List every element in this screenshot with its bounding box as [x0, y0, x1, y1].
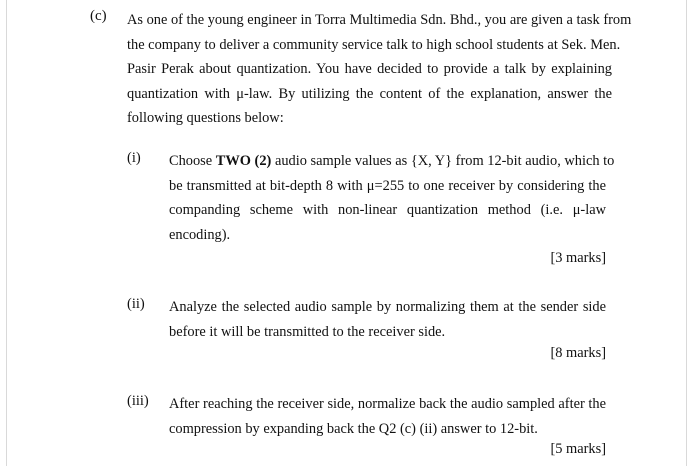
part-ii-line: before it will be transmitted to the receiver side. — [169, 323, 446, 340]
part-iii-text — [169, 392, 606, 441]
part-i-line: encoding). — [169, 226, 231, 243]
part-ii-label: (ii) — [127, 296, 145, 312]
question-line: following questions below: — [127, 110, 284, 127]
part-i-marks: [3 marks] — [550, 250, 606, 266]
part-ii-line: Analyze the selected audio sample by normalizing them at the sender side — [169, 299, 606, 315]
part-iii-line: compression by expanding back the Q2 (c) (ii) answer to 12-bit. — [169, 420, 538, 437]
part-i-line: Choose TWO (2) audio sample values as {X, Y} from 12-bit audio, which to — [169, 153, 615, 169]
question-label: (c) — [90, 8, 107, 24]
part-i-emphasis: TWO (2) — [215, 153, 272, 169]
part-i-label: (i) — [127, 150, 141, 166]
question-line: the company to deliver a community service talk to high school students at Sek. Men. — [127, 36, 621, 53]
question-intro — [127, 8, 632, 131]
part-iii-line: After reaching the receiver side, normalize back the audio sampled after the — [169, 396, 606, 412]
part-i-text — [169, 149, 615, 247]
part-iii-label: (iii) — [127, 393, 149, 409]
part-ii-text — [169, 295, 606, 344]
page-left-border — [6, 0, 7, 466]
question-line: Pasir Perak about quantization. You have decided to provide a talk by explaining — [127, 61, 612, 78]
part-i-line: be transmitted at bit-depth 8 with μ=255 to one receiver by considering the — [169, 177, 606, 194]
question-line: As one of the young engineer in Torra Multimedia Sdn. Bhd., you are given a task from — [127, 12, 632, 28]
part-iii-marks: [5 marks] — [550, 441, 606, 457]
part-i-line: companding scheme with non-linear quantization method (i.e. μ-law — [169, 202, 606, 219]
question-line: quantization with μ-law. By utilizing the content of the explanation, answer the — [127, 85, 612, 102]
part-ii-marks: [8 marks] — [550, 345, 606, 361]
page-right-border — [686, 0, 687, 466]
